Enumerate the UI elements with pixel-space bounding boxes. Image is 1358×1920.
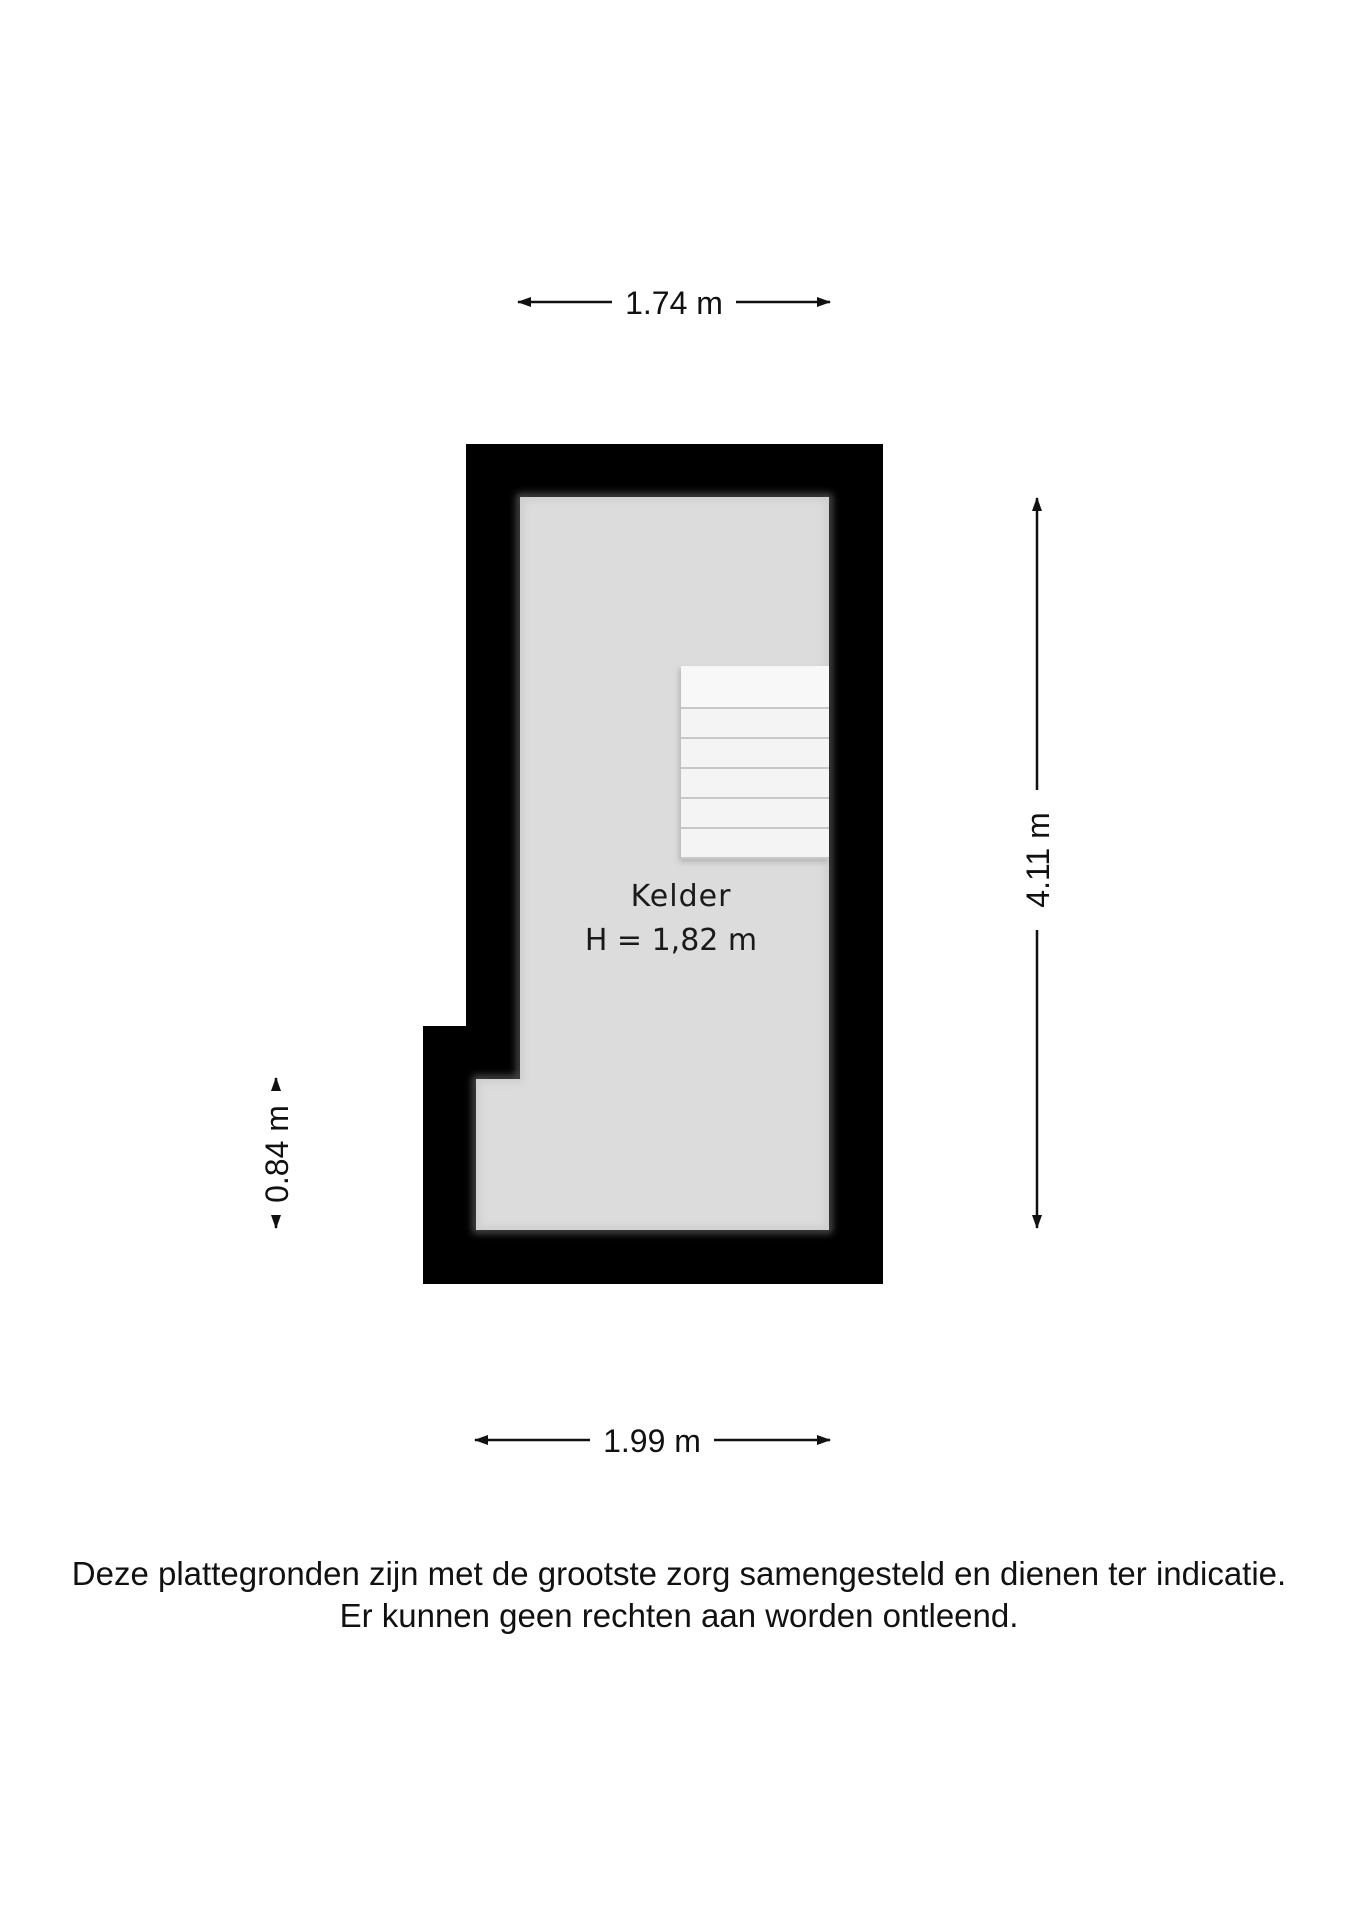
room-floor (476, 497, 829, 1230)
stair-top-step (681, 666, 829, 708)
bottom-dimension-label: 1.99 m (603, 1423, 701, 1459)
right-dimension (1020, 498, 1056, 1228)
right-dimension-label: 4.11 m (1020, 812, 1056, 908)
bottom-dimension (475, 1423, 830, 1459)
room-name: Kelder (630, 879, 732, 914)
room-height: H = 1,82 m (584, 923, 758, 958)
disclaimer-line-2: Er kunnen geen rechten aan worden ontleend. (339, 1597, 1019, 1634)
top-dimension-label: 1.74 m (625, 285, 723, 321)
staircase (681, 666, 829, 858)
disclaimer-line-1: Deze plattegronden zijn met de grootste zorg samengesteld en dienen ter indicatie. (71, 1555, 1287, 1592)
left-dimension-label: 0.84 m (259, 1105, 295, 1203)
left-dimension (259, 1078, 295, 1228)
top-dimension (518, 285, 830, 321)
